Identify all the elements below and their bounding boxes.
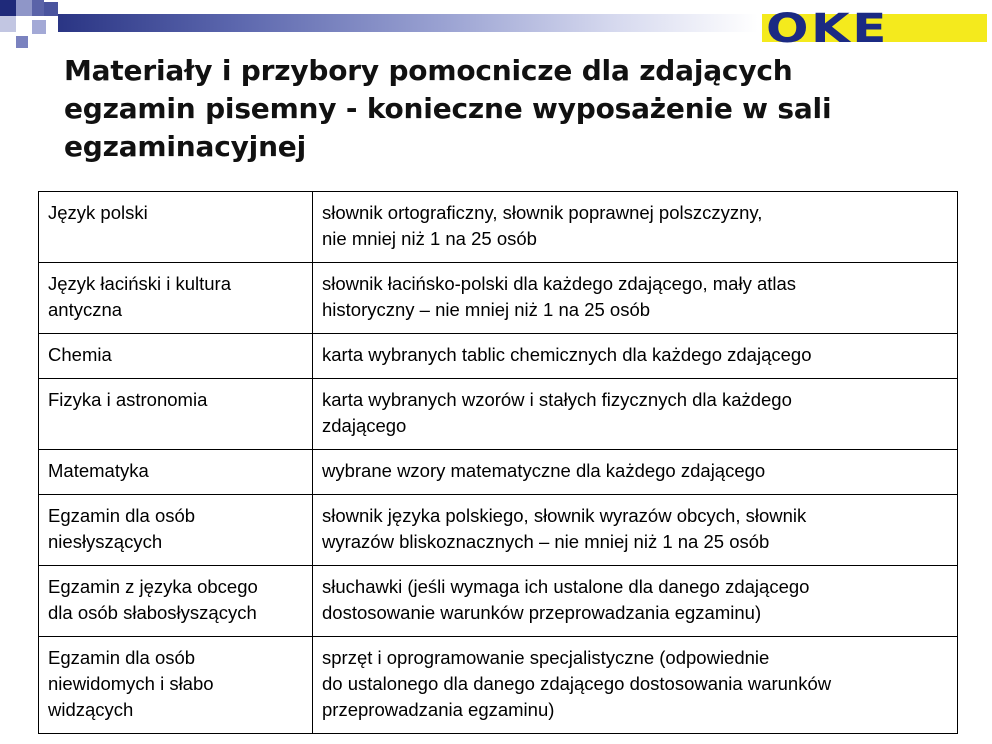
subject-cell: [39, 263, 313, 334]
equipment-text: zdającego: [322, 415, 407, 436]
subject-text: Fizyka i astronomia: [48, 389, 208, 410]
equipment-text: słownik łacińsko-polski dla każdego zdającego, mały atlas: [322, 273, 797, 294]
equipment-text: sprzęt i oprogramowanie specjalistyczne (odpowiednie: [322, 647, 770, 668]
equipment-text: historyczny – nie mniej niż 1 na 25 osób: [322, 299, 651, 320]
subject-text: Egzamin z języka obcego: [48, 576, 258, 597]
header-decor-square: [32, 0, 44, 16]
equipment-cell: [313, 450, 958, 495]
subject-text: Chemia: [48, 344, 112, 365]
subject-text: Egzamin dla osób: [48, 647, 196, 668]
equipment-table: [38, 191, 958, 734]
subject-text: antyczna: [48, 299, 123, 320]
equipment-text: karta wybranych wzorów i stałych fizycznych dla każdego: [322, 389, 792, 410]
subject-text: dla osób słabosłyszących: [48, 602, 257, 623]
title-line: egzamin pisemny - konieczne wyposażenie w sali: [64, 92, 832, 125]
header-decor-square: [16, 16, 32, 32]
subject-cell: [39, 637, 313, 734]
equipment-text: dostosowanie warunków przeprowadzania egzaminu): [322, 602, 762, 623]
equipment-cell: [313, 637, 958, 734]
header-decor-square: [16, 0, 32, 16]
subject-text: widzących: [48, 699, 134, 720]
subject-text: Egzamin dla osób: [48, 505, 196, 526]
subject-text: Język łaciński i kultura: [48, 273, 232, 294]
table-row: [39, 495, 958, 566]
header-decor-square: [16, 36, 28, 48]
table-row: [39, 637, 958, 734]
table-row: [39, 192, 958, 263]
oke-logo: [762, 6, 987, 52]
subject-text: niesłyszących: [48, 531, 163, 552]
slide-title: [64, 52, 944, 166]
equipment-text: do ustalonego dla danego zdającego dostosowania warunków: [322, 673, 832, 694]
equipment-cell: [313, 334, 958, 379]
table-row: [39, 263, 958, 334]
equipment-cell: [313, 566, 958, 637]
table-row: [39, 334, 958, 379]
equipment-text: słownik ortograficzny, słownik poprawnej polszczyzny,: [322, 202, 763, 223]
equipment-text: wybrane wzory matematyczne dla każdego zdającego: [322, 460, 766, 481]
header-decor-square: [0, 0, 16, 16]
equipment-text: słuchawki (jeśli wymaga ich ustalone dla danego zdającego: [322, 576, 810, 597]
header-decor-square: [44, 2, 58, 16]
header-gradient-bar: [58, 14, 758, 32]
equipment-text: wyrazów bliskoznacznych – nie mniej niż 1 na 25 osób: [322, 531, 770, 552]
subject-text: Matematyka: [48, 460, 149, 481]
subject-cell: [39, 450, 313, 495]
header-decor-square: [32, 20, 46, 34]
equipment-text: słownik języka polskiego, słownik wyrazów obcych, słownik: [322, 505, 807, 526]
table-row: [39, 450, 958, 495]
subject-cell: [39, 566, 313, 637]
equipment-cell: [313, 192, 958, 263]
equipment-text: karta wybranych tablic chemicznych dla każdego zdającego: [322, 344, 812, 365]
equipment-cell: [313, 263, 958, 334]
table-row: [39, 379, 958, 450]
subject-text: Język polski: [48, 202, 148, 223]
table-row: [39, 566, 958, 637]
header-decor-square: [0, 16, 16, 32]
subject-cell: [39, 379, 313, 450]
title-line: Materiały i przybory pomocnicze dla zdających: [64, 54, 793, 87]
title-line: egzaminacyjnej: [64, 130, 306, 163]
logo-text: OKE: [766, 6, 889, 52]
subject-cell: [39, 495, 313, 566]
equipment-text: nie mniej niż 1 na 25 osób: [322, 228, 537, 249]
equipment-cell: [313, 379, 958, 450]
subject-text: niewidomych i słabo: [48, 673, 214, 694]
subject-cell: [39, 192, 313, 263]
equipment-text: przeprowadzania egzaminu): [322, 699, 555, 720]
equipment-cell: [313, 495, 958, 566]
subject-cell: [39, 334, 313, 379]
equipment-table-body: [39, 192, 958, 734]
